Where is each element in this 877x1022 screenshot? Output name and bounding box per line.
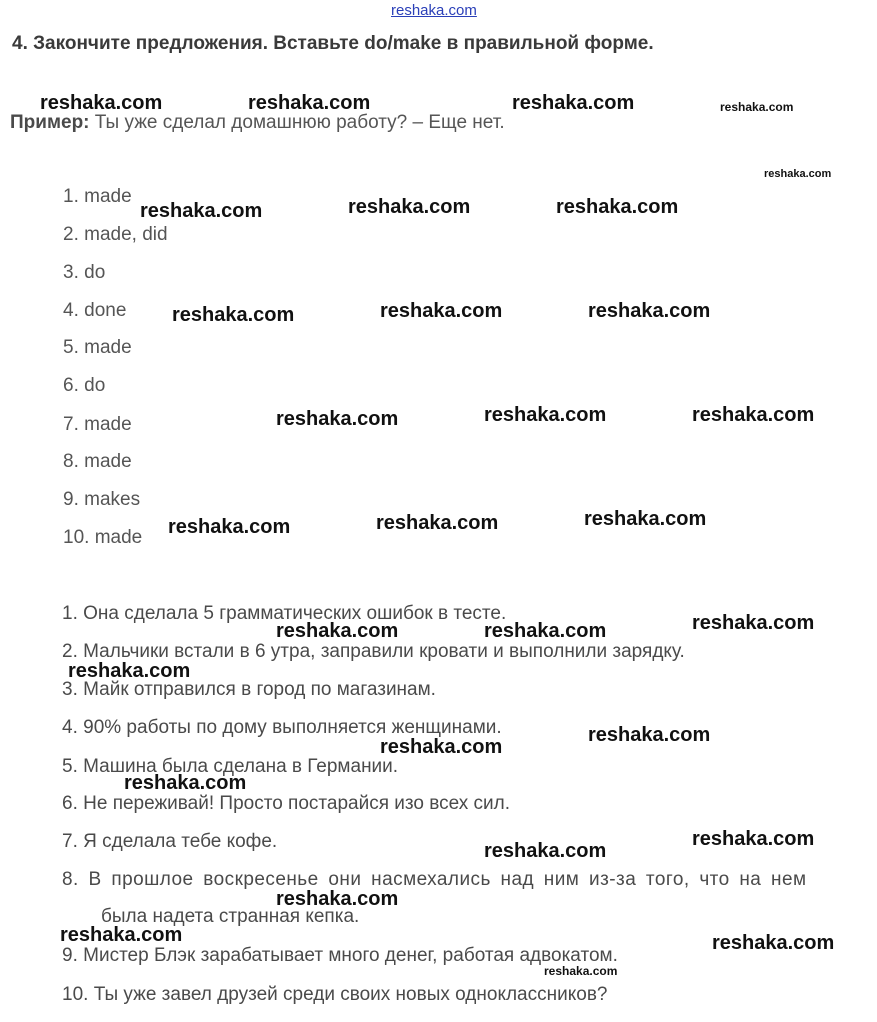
translation-item: 7. Я сделала тебе кофе. (62, 831, 278, 852)
answer-item: 1. made (63, 186, 132, 207)
watermark: reshaka.com (588, 724, 711, 746)
watermark: reshaka.com (764, 168, 832, 180)
watermark: reshaka.com (720, 100, 794, 114)
answer-item: 4. done (63, 300, 127, 321)
translation-item: 10. Ты уже завел друзей среди своих новых одноклассников? (62, 984, 608, 1005)
watermark: reshaka.com (60, 924, 183, 946)
watermark: reshaka.com (68, 660, 191, 682)
translation-item: 5. Машина была сделана в Германии. (62, 756, 399, 777)
translation-item: 3. Майк отправился в город по магазинам. (62, 679, 436, 700)
example-line (10, 112, 505, 134)
watermark: reshaka.com (584, 508, 707, 530)
answer-item: 7. made (63, 414, 132, 435)
watermark: reshaka.com (556, 196, 679, 218)
watermark: reshaka.com (276, 620, 399, 642)
watermark: reshaka.com (692, 612, 815, 634)
answer-item: 9. makes (63, 489, 141, 510)
translation-item: 4. 90% работы по дому выполняется женщинами. (62, 717, 502, 738)
answer-item: 6. do (63, 375, 106, 396)
watermark: reshaka.com (712, 932, 835, 954)
answer-item: 3. do (63, 262, 106, 283)
translation-item: 9. Мистер Блэк зарабатывает много денег, работая адвокатом. (62, 945, 618, 966)
watermark: reshaka.com (588, 300, 711, 322)
watermark: reshaka.com (348, 196, 471, 218)
translation-item: 6. Не переживай! Просто постарайся изо всех сил. (62, 793, 511, 814)
watermark: reshaka.com (380, 300, 503, 322)
watermark: reshaka.com (544, 964, 618, 978)
translation-item: 2. Мальчики встали в 6 утра, заправили кровати и выполнили зарядку. (62, 641, 685, 662)
watermark: reshaka.com (276, 408, 399, 430)
site-link[interactable]: reshaka.com (391, 2, 477, 19)
watermark: reshaka.com (248, 92, 371, 114)
answer-item: 2. made, did (63, 224, 168, 245)
watermark: reshaka.com (692, 828, 815, 850)
watermark: reshaka.com (692, 404, 815, 426)
example-text: Ты уже сделал домашнюю работу? – Еще нет. (94, 112, 505, 133)
watermark: reshaka.com (40, 92, 163, 114)
watermark: reshaka.com (124, 772, 247, 794)
example-label: Пример: (10, 112, 90, 133)
watermark: reshaka.com (168, 516, 291, 538)
watermark: reshaka.com (276, 888, 399, 910)
watermark: reshaka.com (380, 736, 503, 758)
answer-item: 5. made (63, 337, 132, 358)
watermark: reshaka.com (172, 304, 295, 326)
watermark: reshaka.com (140, 200, 263, 222)
watermark: reshaka.com (512, 92, 635, 114)
watermark: reshaka.com (484, 404, 607, 426)
watermark: reshaka.com (376, 512, 499, 534)
answer-item: 10. made (63, 527, 143, 548)
translation-item-continuation: была надета странная кепка. (101, 906, 360, 927)
exercise-title: 4. Закончите предложения. Вставьте do/make в правильной форме. (12, 33, 654, 54)
translation-item: 8. В прошлое воскресенье они насмехались над ним из-за того, что на нем (62, 869, 807, 890)
answer-item: 8. made (63, 451, 132, 472)
watermark: reshaka.com (484, 620, 607, 642)
translation-item: 1. Она сделала 5 грамматических ошибок в тесте. (62, 603, 507, 624)
watermark: reshaka.com (484, 840, 607, 862)
